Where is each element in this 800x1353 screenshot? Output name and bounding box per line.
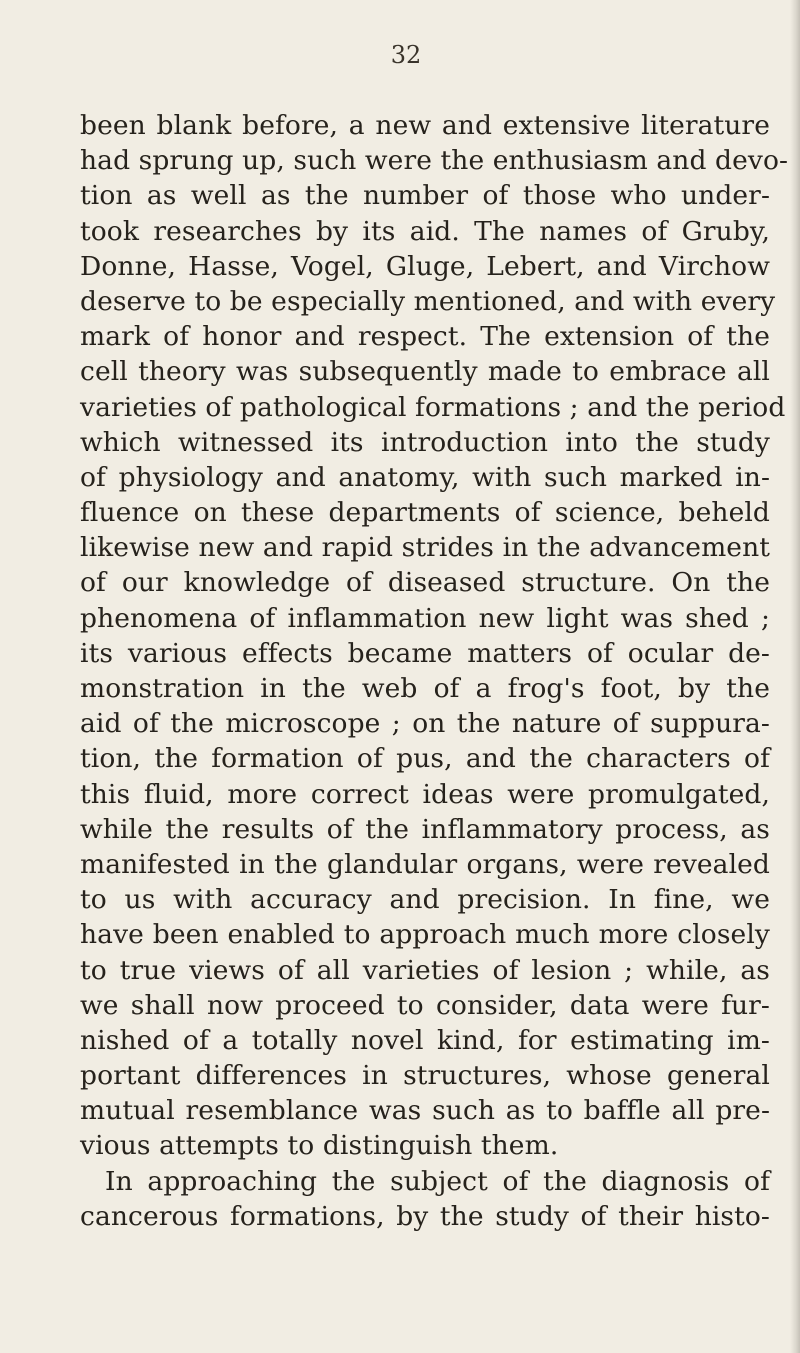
paragraph-end-line: vious attempts to distinguish them. (80, 1130, 559, 1162)
text-line: aid of the microscope ; on the nature of suppura- (80, 708, 770, 740)
text-line: had sprung up, such were the enthusiasm and devo- (80, 145, 789, 177)
text-line: portant differences in structures, whose general (80, 1060, 770, 1092)
text-line: tion as well as the number of those who under- (80, 180, 770, 212)
page-edge-shadow (790, 0, 800, 1353)
text-line: its various effects became matters of ocular de- (80, 637, 770, 669)
text-line: of physiology and anatomy, with such marked in- (80, 461, 770, 493)
text-line: Donne, Hasse, Vogel, Gluge, Lebert, and Virchow (80, 250, 770, 282)
text-line: nished of a totally novel kind, for estimating im- (80, 1024, 770, 1056)
text-line: to true views of all varieties of lesion ; while, as (80, 954, 770, 986)
text-line: deserve to be especially mentioned, and with every (80, 285, 776, 317)
text-line: while the results of the inflammatory process, as (80, 813, 770, 845)
text-line: took researches by its aid. The names of Gruby, (80, 215, 770, 247)
text-line: this fluid, more correct ideas were promulgated, (80, 778, 770, 810)
text-line: cancerous formations, by the study of their histo- (80, 1200, 770, 1232)
text-line: we shall now proceed to consider, data were fur- (80, 989, 770, 1021)
text-line: been blank before, a new and extensive literature (80, 110, 770, 141)
text-line: varieties of pathological formations ; and the period (80, 391, 786, 423)
text-line: likewise new and rapid strides in the advancement (80, 532, 770, 564)
text-line: have been enabled to approach much more closely (80, 919, 770, 951)
paragraph-start-line: In approaching the subject of the diagnosis of (105, 1165, 770, 1197)
text-line: cell theory was subsequently made to embrace all (80, 356, 770, 388)
page-number: 32 (390, 41, 422, 69)
text-line: mutual resemblance was such as to baffle all pre- (80, 1095, 770, 1127)
text-line: monstration in the web of a frog's foot, by the (80, 673, 770, 704)
body-text (80, 108, 789, 1234)
text-line: manifested in the glandular organs, were revealed (80, 848, 770, 880)
text-line: tion, the formation of pus, and the characters of (80, 743, 770, 775)
text-line: fluence on these departments of science, beheld (80, 497, 770, 529)
text-line: phenomena of inflammation new light was shed ; (80, 602, 770, 634)
text-line: to us with accuracy and precision. In fine, we (80, 884, 770, 916)
text-line: mark of honor and respect. The extension of the (80, 321, 770, 353)
text-line: which witnessed its introduction into the study (80, 426, 770, 458)
text-line: of our knowledge of diseased structure. On the (80, 567, 770, 599)
